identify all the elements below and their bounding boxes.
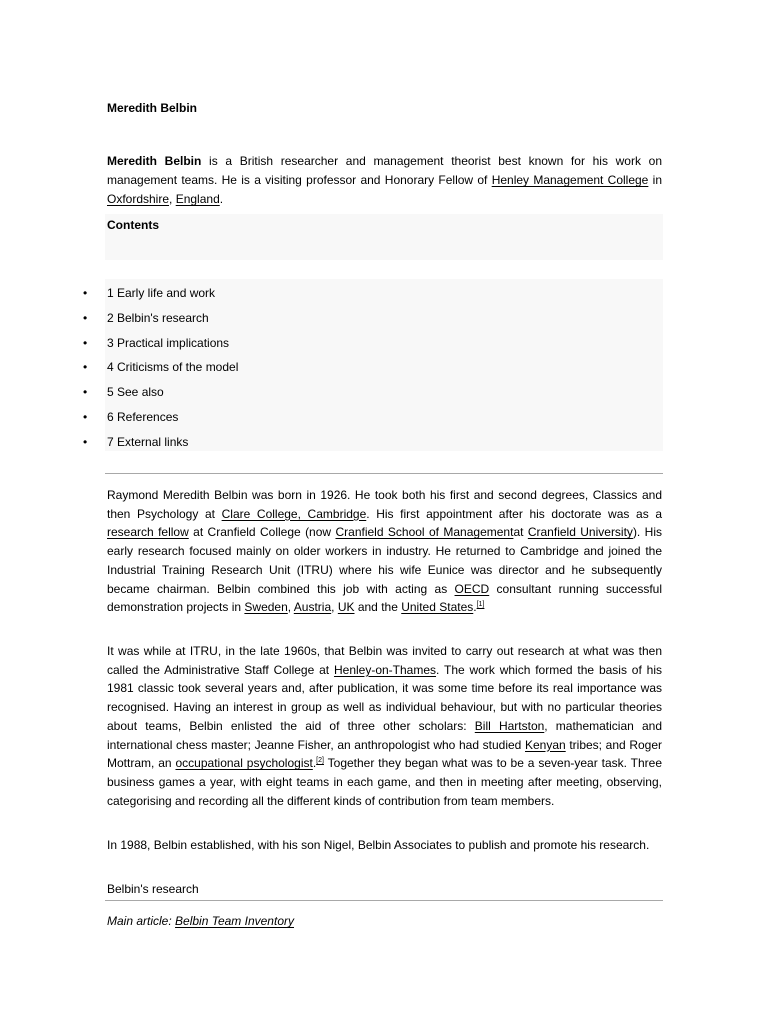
- link-clare-college[interactable]: Clare College, Cambridge: [221, 506, 367, 521]
- paragraph-text: ). His early research focused mainly on older workers in industry. He returned to Cambridge and joined the Industrial Training Research Unit (ITRU) where his wife Eunice was director and he subsequently became chairman. Belbin combined this job with acting as: [107, 525, 662, 596]
- bullet-icon: •: [83, 409, 88, 424]
- intro-text: .: [219, 192, 224, 206]
- intro-text: in: [648, 173, 662, 187]
- intro-text: ,: [169, 192, 176, 206]
- toc-item-label: 7 External links: [107, 434, 189, 449]
- bullet-icon: •: [83, 335, 88, 350]
- main-article-note: [107, 914, 294, 929]
- link-uk[interactable]: UK: [337, 600, 355, 615]
- horizontal-divider: [105, 900, 663, 901]
- paragraph-text: tribes; and Roger Mottram, an: [107, 737, 663, 771]
- toc-item-label: 4 Criticisms of the model: [107, 360, 239, 375]
- section-heading-belbins-research: Belbin's research: [107, 882, 199, 896]
- toc-item-label: 5 See also: [107, 385, 164, 400]
- toc-item-early-life[interactable]: [83, 286, 238, 311]
- toc-item-criticisms[interactable]: [83, 360, 239, 385]
- link-kenyan[interactable]: Kenyan: [525, 737, 566, 752]
- link-bill-hartston[interactable]: Bill Hartston: [474, 718, 545, 733]
- citation-ref-1[interactable]: [1]: [476, 601, 485, 609]
- bullet-icon: •: [83, 310, 88, 325]
- link-research-fellow[interactable]: research fellow: [107, 525, 189, 540]
- link-belbin-team-inventory[interactable]: Belbin Team Inventory: [175, 914, 294, 928]
- contents-header-box: [105, 214, 663, 260]
- paragraph-text: . His first appointment after his doctorate was as a: [366, 506, 662, 521]
- intro-text: is a British researcher and management theorist best known for his work on management teams. He is a visiting professor and Honorary Fellow of: [107, 154, 662, 187]
- citation-ref-2[interactable]: [2]: [316, 757, 324, 765]
- horizontal-divider: [105, 473, 663, 474]
- paragraph-text: Together they began what was to be a seven-year task. Three business games a year, with eight teams in each game, and then in meeting after meeting, observing, categorising and recording all the different kinds of contribution from team members.: [107, 756, 662, 808]
- link-cranfield-university[interactable]: Cranfield University: [527, 525, 633, 540]
- paragraph-text: It was while at ITRU, in the late 1960s, that Belbin was invited to carry out research at what was then called the Administrative Staff College at: [107, 644, 662, 677]
- link-oxfordshire[interactable]: Oxfordshire: [107, 192, 170, 206]
- intro-name-bold: Meredith Belbin: [107, 154, 202, 168]
- toc-item-label: 6 References: [107, 409, 179, 424]
- paragraph-text: at: [513, 525, 528, 540]
- link-cranfield-school[interactable]: Cranfield School of Management: [335, 525, 514, 540]
- page-title: Meredith Belbin: [107, 101, 198, 115]
- link-henley-management-college[interactable]: Henley Management College: [491, 173, 649, 187]
- paragraph-text: and the: [354, 600, 402, 615]
- link-sweden[interactable]: Sweden: [244, 600, 288, 615]
- toc-item-label: 1 Early life and work: [107, 286, 216, 300]
- paragraph-text: consultant running successful demonstration projects in: [107, 581, 662, 615]
- paragraph-text: . The work which formed the basis of his 1981 classic took several years and, after publication, it was some time before its real importance was recognised. Having an interest in group as well as individual behaviour, but with no particular theories about teams, Belbin enlisted the aid of three other scholars:: [107, 662, 663, 733]
- bullet-icon: •: [83, 434, 88, 449]
- link-henley-on-thames[interactable]: Henley-on-Thames: [333, 662, 437, 677]
- link-occupational-psychologist[interactable]: occupational psychologist: [175, 756, 313, 771]
- paragraph-early-life: [107, 486, 662, 617]
- table-of-contents: [83, 286, 239, 460]
- bullet-icon: •: [83, 385, 88, 400]
- toc-item-belbins-research[interactable]: [83, 310, 238, 336]
- link-united-states[interactable]: United States: [401, 600, 474, 615]
- paragraph-text: ,: [287, 600, 294, 615]
- toc-item-see-also[interactable]: [83, 385, 238, 410]
- toc-item-label: 3 Practical implications: [107, 335, 230, 350]
- paragraph-text: .: [473, 600, 477, 615]
- paragraph-text: , mathematician and international chess master; Jeanne Fisher, an anthropologist who had studied: [107, 718, 663, 752]
- toc-item-label: 2 Belbin's research: [107, 310, 209, 325]
- contents-title: Contents: [107, 218, 159, 232]
- toc-item-references[interactable]: [83, 409, 238, 435]
- paragraph-text: .: [312, 756, 317, 771]
- bullet-icon: •: [83, 286, 88, 300]
- link-austria[interactable]: Austria: [293, 600, 332, 615]
- paragraph-text: ,: [331, 600, 338, 615]
- toc-item-practical-implications[interactable]: [83, 335, 238, 361]
- paragraph-text: at Cranfield College (now: [188, 525, 336, 540]
- paragraph-itru: [107, 642, 662, 810]
- paragraph-belbin-associates: In 1988, Belbin established, with his son Nigel, Belbin Associates to publish and promote his research.: [107, 838, 650, 852]
- bullet-icon: •: [83, 360, 88, 375]
- link-england[interactable]: England: [175, 192, 220, 206]
- intro-paragraph: [107, 152, 662, 209]
- paragraph-text: Raymond Meredith Belbin was born in 1926. He took both his first and second degrees, Classics and then Psychology at: [107, 488, 662, 521]
- link-oecd[interactable]: OECD: [454, 581, 490, 596]
- main-article-prefix: Main article:: [107, 914, 176, 928]
- toc-item-external-links[interactable]: [83, 434, 238, 460]
